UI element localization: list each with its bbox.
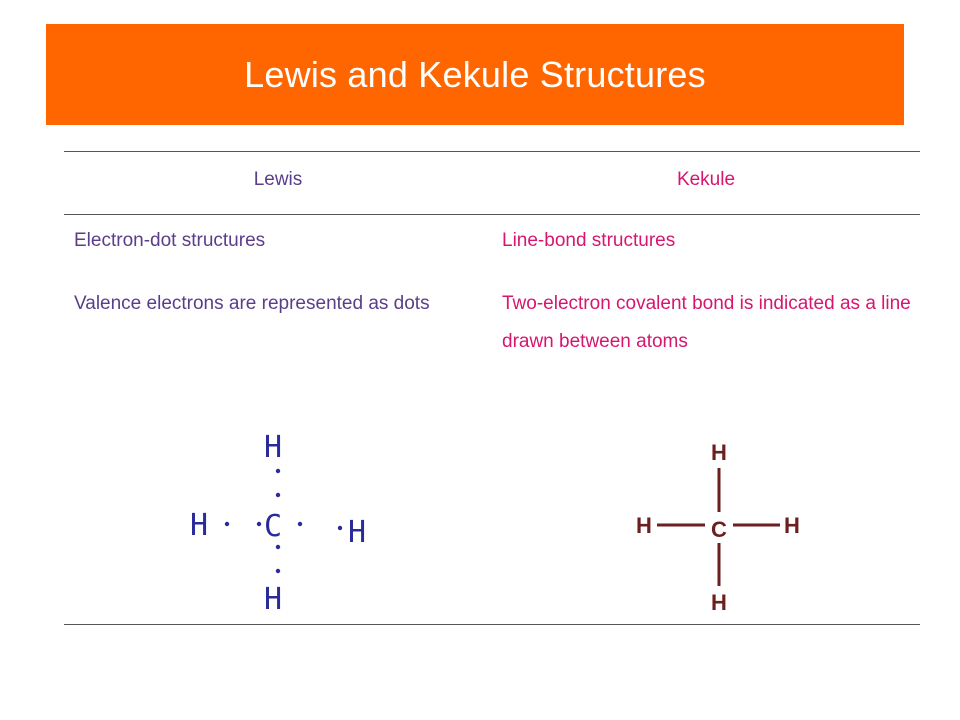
header-rule	[64, 214, 920, 215]
title-bar	[46, 24, 904, 125]
kekule-row1-cell: Line-bond structures	[502, 230, 676, 251]
lewis-dot	[276, 569, 280, 573]
lewis-atom-top-h: H	[264, 430, 283, 465]
kekule-line-bond-diagram	[625, 440, 815, 615]
lewis-dot	[276, 469, 280, 473]
lewis-dot	[338, 526, 342, 530]
lewis-dot-diagram	[180, 425, 400, 620]
lewis-dot	[298, 522, 302, 526]
kekule-atom-right-h: H	[784, 513, 800, 538]
table-bottom-rule	[64, 624, 920, 625]
lewis-row1-cell: Electron-dot structures	[74, 230, 266, 251]
kekule-atom-left-h: H	[636, 513, 652, 538]
lewis-atom-bottom-h: H	[264, 582, 283, 617]
slide-title: Lewis and Kekule Structures	[244, 53, 706, 95]
header-lewis: Lewis	[253, 169, 303, 190]
kekule-atom-center-c: C	[711, 517, 727, 542]
lewis-atom-right-h: H	[348, 515, 367, 550]
lewis-atom-left-h: H	[190, 508, 209, 543]
lewis-dot	[276, 493, 280, 497]
lewis-dot	[276, 545, 280, 549]
lewis-dot	[225, 522, 229, 526]
kekule-atom-top-h: H	[711, 440, 727, 465]
header-kekule: Kekule	[676, 169, 736, 190]
lewis-dot	[257, 522, 261, 526]
lewis-row2-cell: Valence electrons are represented as dots	[74, 293, 430, 314]
kekule-row2-cell: Two-electron covalent bond is indicated as a line drawn between atoms	[502, 293, 911, 352]
kekule-atom-bottom-h: H	[711, 590, 727, 615]
table-top-rule	[64, 151, 920, 152]
lewis-atom-center-c: C	[264, 509, 283, 544]
